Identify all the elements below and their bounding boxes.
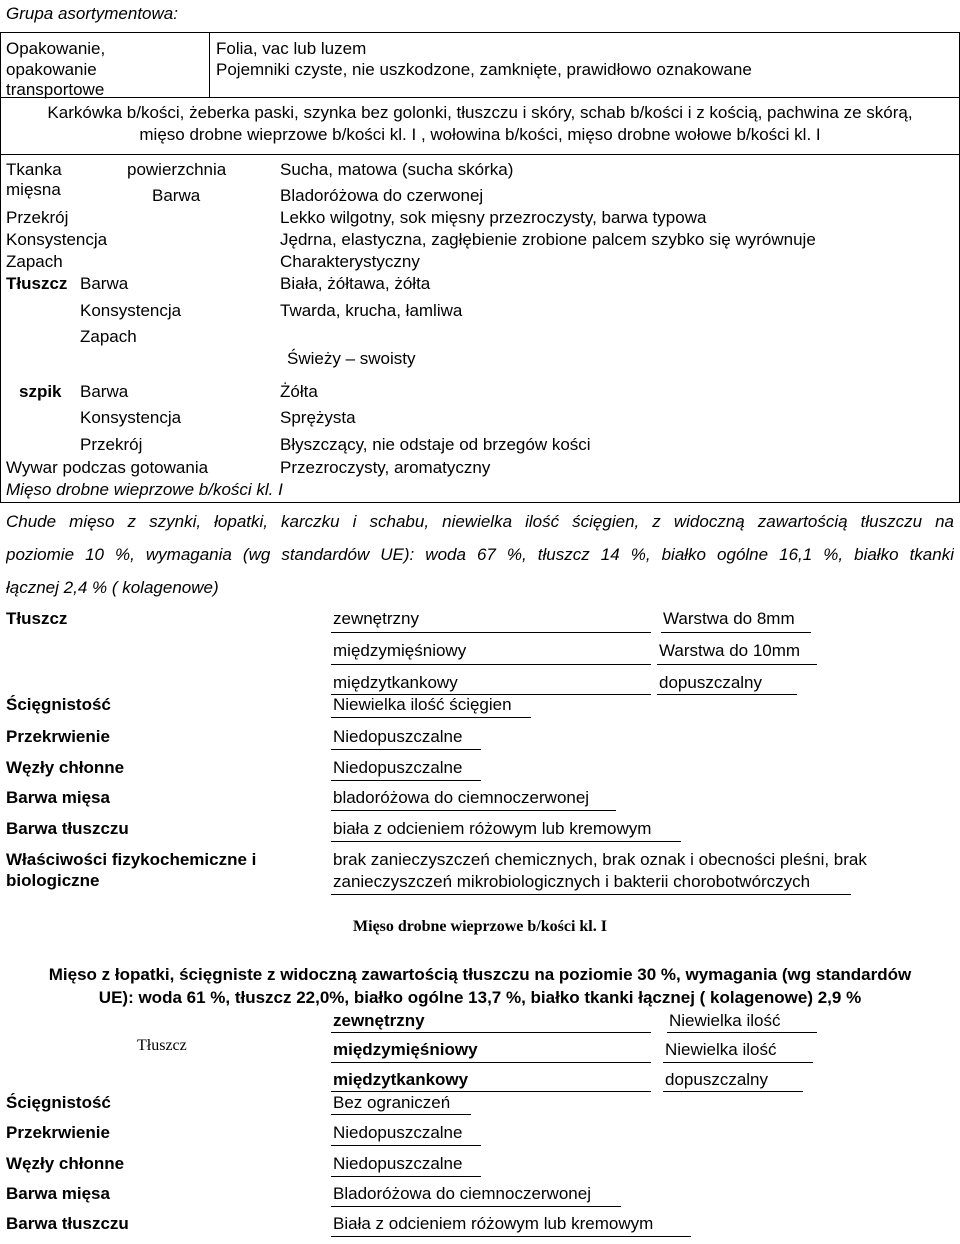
underline [331,1176,481,1177]
underline [331,717,531,718]
underline [331,841,681,842]
underline [663,1062,813,1063]
underline [331,894,851,895]
fat-type: zewnętrzny [333,609,419,628]
fat-value: dopuszczalny [659,673,763,692]
quality-attr: Barwa [80,274,129,293]
table-top-border [0,32,960,33]
section2-desc-line: UE): woda 61 %, tłuszcz 22,0%, białko ogólne 13,7 %, białko tkanki łącznej ( kolagenowe) 2,9 % [98,988,862,1007]
underline [657,664,817,665]
physchem-value: zanieczyszczeń mikrobiologicznych i bakterii chorobotwórczych [333,872,811,891]
quality-value: Przezroczysty, aromatyczny [280,458,491,477]
row-label: Barwa tłuszczu [6,819,129,838]
row-label: Przekrwienie [6,727,110,746]
quality-section: Przekrój [6,208,69,227]
fat-value: Niewielka ilość [669,1011,781,1030]
packaging-value-line: Pojemniki czyste, nie uszkodzone, zamknięte, prawidłowo oznakowane [216,60,752,79]
underline [331,810,616,811]
row-value: bladoróżowa do ciemnoczerwonej [333,788,590,807]
row-label: Węzły chłonne [6,1154,125,1173]
fat-type: międzytkankowy [333,1070,469,1089]
quality-attr: Przekrój [80,435,143,454]
underline [667,1032,817,1033]
row-value: Niedopuszczalne [333,1123,463,1142]
row-value: Niedopuszczalne [333,727,463,746]
underline [331,1206,621,1207]
fat-type: międzymięśniowy [333,1040,478,1059]
row-label: Barwa mięsa [6,1184,110,1203]
table-bottom-border [0,502,960,503]
row-value: Niedopuszczalne [333,758,463,777]
packaging-label-line: transportowe [6,80,105,99]
quality-section: Tłuszcz [6,274,68,293]
underline [331,1062,651,1063]
underline [331,749,481,750]
tkanka-label: Tkanka [6,160,62,179]
quality-attr: powierzchnia [127,160,227,179]
quality-attr: Barwa [152,186,201,205]
row-value: Biała z odcieniem różowym lub kremowym [333,1214,654,1233]
quality-section: szpik [19,382,62,401]
packaging-bottom-border [0,97,960,98]
quality-section: Konsystencja [6,230,108,249]
quality-value: Jędrna, elastyczna, zagłębienie zrobione palcem szybko się wyrównuje [280,230,816,249]
packaging-label-line: opakowanie [6,60,97,79]
underline [331,664,651,665]
row-value: Niedopuszczalne [333,1154,463,1173]
underline [331,1091,651,1092]
quality-value: Sprężysta [280,408,356,427]
fat-value: Warstwa do 10mm [659,641,801,660]
fat-type: międzytkankowy [333,673,458,692]
quality-value: Błyszczący, nie odstaje od brzegów kości [280,435,591,454]
underline [331,1145,481,1146]
row-value: biała z odcieniem różowym lub kremowym [333,819,652,838]
underline [331,1032,651,1033]
underline [661,632,811,633]
assortment-bottom-border [0,154,960,155]
quality-value: Świeży – swoisty [287,349,416,368]
quality-section: Zapach [6,252,63,271]
row-label: Barwa mięsa [6,788,110,807]
underline [663,1091,803,1092]
assortment-line: Karkówka b/kości, żeberka paski, szynka bez golonki, tłuszczu i skóry, schab b/kości i z kością, pachwina ze skórą, [47,103,913,122]
group-label: Grupa asortymentowa: [6,4,178,23]
fat-label: Tłuszcz [137,1037,187,1054]
quality-value: Żółta [280,382,318,401]
underline [331,1114,471,1115]
section1-desc-line: Chude mięso z szynki, łopatki, karczku i schabu, niewielka ilość ścięgien, z widoczną zawartością tłuszczu na [6,512,954,531]
row-label: Ścięgnistość [6,1093,111,1112]
row-label: Węzły chłonne [6,758,125,777]
physchem-label: biologiczne [6,871,100,890]
quality-value: Bladoróżowa do czerwonej [280,186,484,205]
fat-label: Tłuszcz [6,609,68,628]
fat-value: Warstwa do 8mm [663,609,795,628]
row-label: Przekrwienie [6,1123,110,1142]
tkanka-label: mięsna [6,180,61,199]
row-value: Niewielka ilość ścięgien [333,695,512,714]
quality-attr: Zapach [80,327,137,346]
quality-value: Charakterystyczny [280,252,420,271]
quality-section: Wywar podczas gotowania [6,458,209,477]
packaging-label-line: Opakowanie, [6,39,106,58]
fat-value: Niewielka ilość [665,1040,777,1059]
section1-desc-line: poziomie 10 %, wymagania (wg standardów UE): woda 67 %, tłuszcz 14 %, białko ogólne 16,1 %, białko tkanki [6,545,954,564]
quality-attr: Barwa [80,382,129,401]
underline [657,694,797,695]
quality-value: Twarda, krucha, łamliwa [280,301,463,320]
row-label: Barwa tłuszczu [6,1214,129,1233]
fat-value: dopuszczalny [665,1070,769,1089]
underline [331,1236,691,1237]
row-value: Bladoróżowa do ciemnoczerwonej [333,1184,591,1203]
section2-desc-line: Mięso z łopatki, ścięgniste z widoczną zawartością tłuszczu na poziomie 30 %, wymagania (wg standardów [48,965,912,984]
physchem-value: brak zanieczyszczeń chemicznych, brak oznak i obecności pleśni, brak [333,850,867,869]
quality-value: Lekko wilgotny, sok mięsny przezroczysty, barwa typowa [280,208,707,227]
quality-value: Biała, żółtawa, żółta [280,274,431,293]
packaging-value-line: Folia, vac lub luzem [216,39,367,58]
row-value: Bez ograniczeń [333,1093,451,1112]
quality-value: Sucha, matowa (sucha skórka) [280,160,514,179]
fat-type: zewnętrzny [333,1011,425,1030]
underline [331,780,481,781]
packaging-divider [209,32,210,97]
physchem-label: Właściwości fizykochemiczne i [6,850,257,869]
assortment-line: mięso drobne wieprzowe b/kości kl. I , wołowina b/kości, mięso drobne wołowe b/kości kl. I [139,125,821,144]
quality-attr: Konsystencja [80,301,182,320]
quality-attr: Konsystencja [80,408,182,427]
underline [331,632,651,633]
fat-type: międzymięśniowy [333,641,467,660]
section1-desc-line: łącznej 2,4 % ( kolagenowe) [6,578,219,597]
row-label: Ścięgnistość [6,695,111,714]
section1-title: Mięso drobne wieprzowe b/kości kl. I [6,480,283,499]
section2-title: Mięso drobne wieprzowe b/kości kl. I [353,918,607,935]
